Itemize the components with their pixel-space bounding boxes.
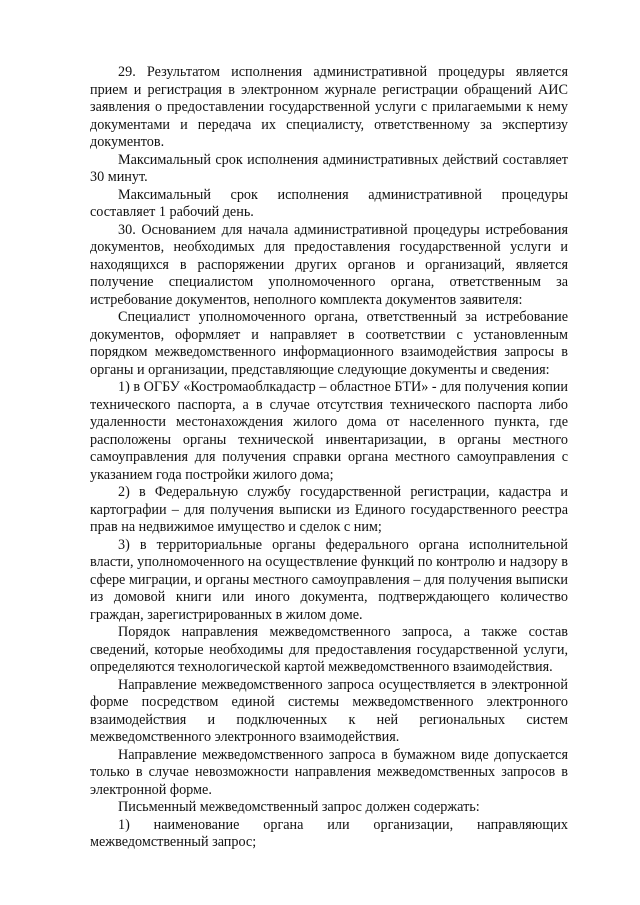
list-item-2-registry: 2) в Федеральную службу государственной регистрации, кадастра и картографии – для получения выписки из Единого государственного реестра прав на недвижимое имущество и сделок с ним; xyxy=(90,484,568,535)
paragraph-max-time-procedure: Максимальный срок исполнения административной процедуры составляет 1 рабочий день. xyxy=(90,186,568,220)
paragraph-max-time-actions: Максимальный срок исполнения административных действий составляет 30 минут. xyxy=(90,151,568,185)
paragraph-electronic-form: Направление межведомственного запроса осуществляется в электронной форме посредством единой системы межведомственного электронного взаимодействия и подключенных к ней региональных систем межведомственного электронного взаимодействия. xyxy=(90,676,568,745)
list-item-3-migration: 3) в территориальные органы федерального органа исполнительной власти, уполномоченного на осуществление функций по контролю и надзору в сфере миграции, и органы местного самоуправления – для получения выписки из домовой книги или иного документа, подтверждающего количество граждан, зарегистрированных в жилом доме. xyxy=(90,536,568,623)
paragraph-paper-form: Направление межведомственного запроса в бумажном виде допускается только в случае невозможности направления межведомственных запросов в электронной форме. xyxy=(90,746,568,798)
paragraph-29-result: 29. Результатом исполнения административной процедуры является прием и регистрация в электронном журнале регистрации обращений АИС заявления о предоставлении государственной услуги с прилагаемыми к нему документами и передача их специалисту, ответственному за экспертизу документов. xyxy=(90,64,568,150)
list-item-1-bti: 1) в ОГБУ «Костромаоблкадастр – областное БТИ» - для получения копии технического паспорта, а в случае отсутствия технического паспорта либо удаленности местонахождения жилого дома от населенного пункта, где расположены органы технической инвентаризации, в органы местного самоуправления для получения справки органа местного самоуправления с указанием года постройки жилого дома; xyxy=(90,379,568,483)
paragraph-30-basis: 30. Основанием для начала административной процедуры истребования документов, необходимых для предоставления государственной услуги и находящихся в распоряжении других органов и организаций, является получение специалистом уполномоченного органа, ответственным за истребование документов, неполного комплекта документов заявителя: xyxy=(90,221,568,308)
paragraph-specialist: Специалист уполномоченного органа, ответственный за истребование документов, оформляет и направляет в соответствии с установленным порядком межведомственного информационного взаимодействия запросы в органы и организации, представляющие следующие документы и сведения: xyxy=(90,309,568,378)
paragraph-request-order: Порядок направления межведомственного запроса, а также состав сведений, которые необходимы для предоставления государственной услуги, определяются технологической картой межведомственного взаимодействия. xyxy=(90,624,568,675)
list-item-request-1: 1) наименование органа или организации, направляющих межведомственный запрос; xyxy=(90,816,568,850)
paragraph-request-contents: Письменный межведомственный запрос должен содержать: xyxy=(118,799,480,815)
